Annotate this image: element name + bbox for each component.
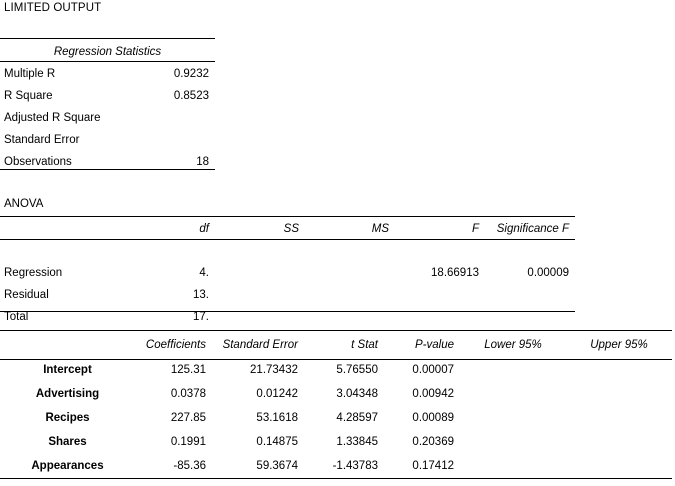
- coefficients-upper95-advertising: [566, 382, 672, 406]
- coefficients-table: [0, 332, 672, 478]
- table-row: [0, 406, 672, 430]
- table-row: [0, 262, 575, 284]
- coefficients-upper95-recipes: [566, 406, 672, 430]
- coefficients-lower95-recipes: [460, 406, 566, 430]
- anova-f-residual: [395, 284, 485, 306]
- coefficients-lower95-intercept: [460, 358, 566, 382]
- anova-col-blank: [0, 218, 130, 240]
- coefficients-col-t-stat: t Stat: [351, 339, 378, 351]
- anova-label-total: Total: [4, 311, 29, 323]
- table-row: [0, 63, 215, 85]
- coefficients-tstat-shares: 1.33845: [336, 436, 378, 448]
- anova-col-df: df: [199, 223, 209, 235]
- anova-spacer-row: [0, 240, 575, 262]
- table-row: [0, 454, 672, 478]
- coefficients-lower95-advertising: [460, 382, 566, 406]
- anova-col-ss: SS: [283, 223, 299, 235]
- table-row: [0, 107, 215, 129]
- coefficients-pvalue-advertising: 0.00942: [412, 388, 454, 400]
- coefficients-upper95-shares: [566, 430, 672, 454]
- anova-ms-total: [305, 306, 395, 328]
- anova-col-significance-f: Significance F: [496, 223, 569, 235]
- coefficients-value-recipes: 227.85: [170, 412, 206, 424]
- coefficients-se-advertising: 0.01242: [256, 388, 298, 400]
- anova-label-regression: Regression: [4, 267, 63, 279]
- regstats-label-standard-error: Standard Error: [4, 134, 80, 146]
- anova-ss-regression: [215, 262, 305, 284]
- regstats-label-adjusted-r-square: Adjusted R Square: [4, 112, 101, 124]
- coefficients-se-intercept: 21.73432: [250, 364, 298, 376]
- coefficients-label-appearances: Appearances: [31, 460, 104, 472]
- table-row: [0, 85, 215, 107]
- coefficients-label-recipes: Recipes: [45, 412, 90, 424]
- coefficients-tstat-appearances: -1.43783: [332, 460, 378, 472]
- anova-ss-total: [215, 306, 305, 328]
- regstats-label-r-square: R Square: [4, 90, 53, 102]
- coefficients-col-upper-95: Upper 95%: [590, 339, 648, 351]
- coefficients-label-intercept: Intercept: [43, 364, 92, 376]
- regstats-value-observations: 18: [196, 156, 209, 168]
- coefficients-col-standard-error: Standard Error: [222, 339, 298, 351]
- anova-ss-residual: [215, 284, 305, 306]
- coefficients-col-p-value: P-value: [415, 339, 454, 351]
- anova-df-total: 17.: [193, 311, 209, 323]
- page-title: LIMITED OUTPUT: [4, 2, 102, 14]
- coefficients-pvalue-shares: 0.20369: [412, 436, 454, 448]
- coefficients-col-lower-95: Lower 95%: [484, 339, 542, 351]
- coefficients-value-intercept: 125.31: [170, 364, 206, 376]
- coefficients-col-blank: [0, 332, 135, 358]
- anova-f-total: [395, 306, 485, 328]
- regstats-top-rule: [0, 38, 215, 39]
- coefficients-pvalue-intercept: 0.00007: [412, 364, 454, 376]
- regstats-heading: Regression Statistics: [53, 46, 162, 58]
- coefficients-value-shares: 0.1991: [170, 436, 206, 448]
- coefficients-label-shares: Shares: [48, 436, 87, 448]
- anova-col-f: F: [471, 223, 479, 235]
- table-row: [0, 306, 575, 328]
- coefficients-label-advertising: Advertising: [35, 388, 100, 400]
- regstats-value-adjusted-r-square: [130, 107, 215, 129]
- coefficients-value-advertising: 0.0378: [170, 388, 206, 400]
- table-row: [0, 151, 215, 173]
- coefficients-se-shares: 0.14875: [256, 436, 298, 448]
- regstats-value-standard-error: [130, 129, 215, 151]
- anova-significance-f-total: [485, 306, 575, 328]
- regstats-label-observations: Observations: [4, 156, 72, 168]
- coefficients-value-appearances: -85.36: [173, 460, 206, 472]
- anova-spacer-cell: [0, 240, 575, 262]
- table-row: [0, 358, 672, 382]
- coefficients-pvalue-recipes: 0.00089: [412, 412, 454, 424]
- coefficients-pvalue-appearances: 0.17412: [412, 460, 454, 472]
- coefficients-upper95-appearances: [566, 454, 672, 478]
- regstats-value-r-square: 0.8523: [173, 90, 209, 102]
- anova-significance-f-residual: [485, 284, 575, 306]
- table-row: [0, 382, 672, 406]
- coefficients-tstat-intercept: 5.76550: [336, 364, 378, 376]
- anova-significance-f-regression: 0.00009: [527, 267, 569, 279]
- coefficients-tstat-advertising: 3.04348: [336, 388, 378, 400]
- coefficients-tstat-recipes: 4.28597: [336, 412, 378, 424]
- coefficients-col-coefficients: Coefficients: [145, 339, 206, 351]
- regstats-label-multiple-r: Multiple R: [4, 68, 56, 80]
- anova-ms-regression: [305, 262, 395, 284]
- anova-df-regression: 4.: [199, 267, 209, 279]
- anova-ms-residual: [305, 284, 395, 306]
- coefficients-top-rule: [0, 330, 672, 331]
- coefficients-se-appearances: 59.3674: [256, 460, 298, 472]
- table-row: [0, 284, 575, 306]
- coefficients-lower95-appearances: [460, 454, 566, 478]
- anova-section-label: ANOVA: [4, 198, 44, 210]
- anova-label-residual: Residual: [4, 289, 49, 301]
- table-row: [0, 430, 672, 454]
- regstats-heading-row: [0, 41, 215, 63]
- regstats-value-multiple-r: 0.9232: [173, 68, 209, 80]
- coefficients-lower95-shares: [460, 430, 566, 454]
- coefficients-upper95-intercept: [566, 358, 672, 382]
- anova-top-rule: [0, 216, 575, 217]
- anova-table: [0, 218, 575, 328]
- regression-statistics-table: [0, 41, 215, 173]
- anova-col-ms: MS: [371, 223, 389, 235]
- coefficients-se-recipes: 53.1618: [256, 412, 298, 424]
- coefficients-header-row: [0, 332, 672, 358]
- anova-header-row: [0, 218, 575, 240]
- coefficients-bottom-rule: [0, 478, 672, 479]
- anova-df-residual: 13.: [193, 289, 209, 301]
- anova-f-regression: 18.66913: [431, 267, 479, 279]
- table-row: [0, 129, 215, 151]
